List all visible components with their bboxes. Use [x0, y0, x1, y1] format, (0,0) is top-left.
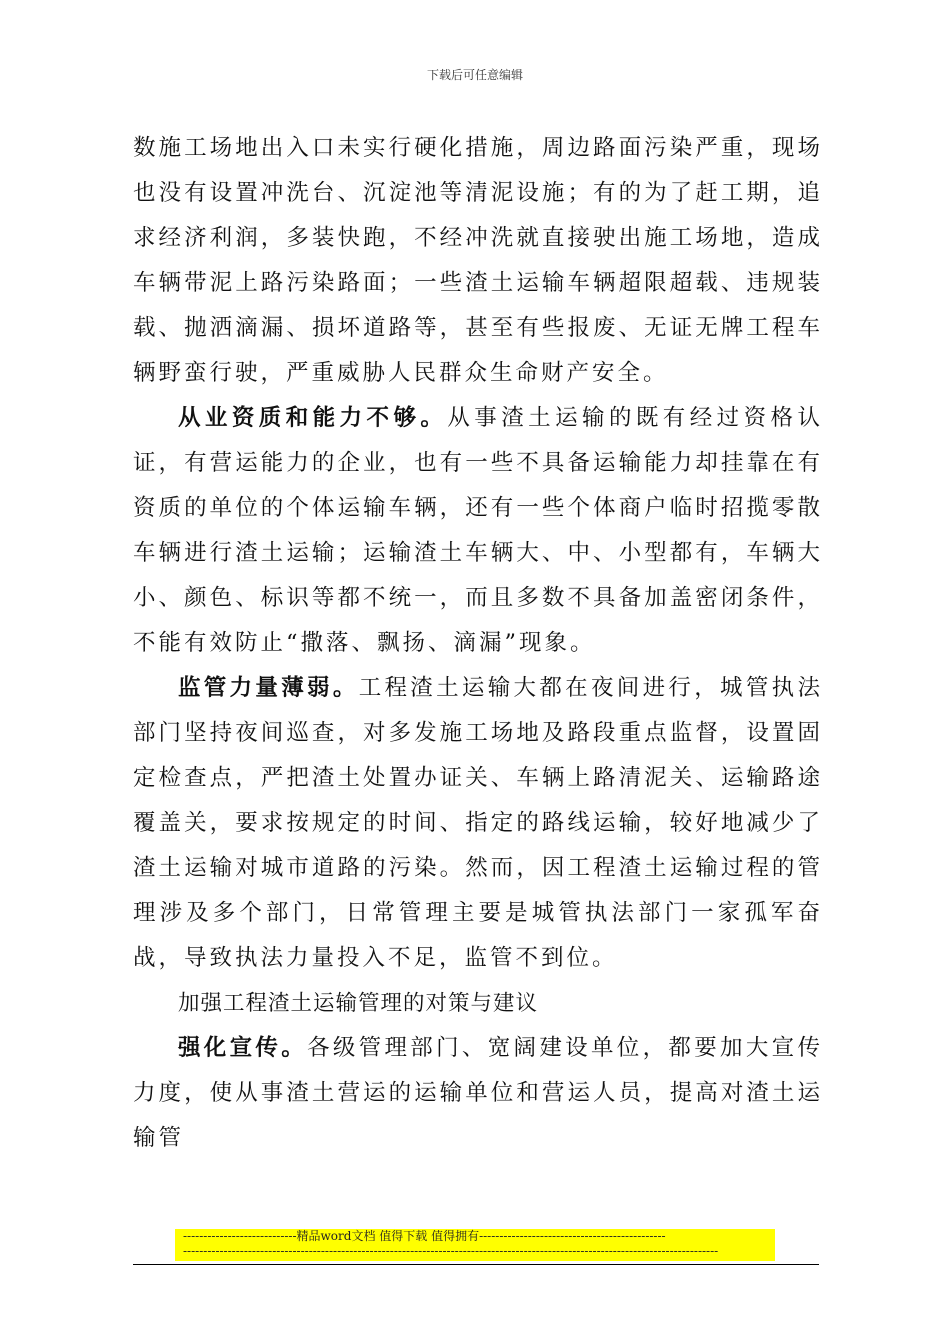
paragraph-lead: 监管力量薄弱。	[178, 675, 359, 701]
paragraph-supervision	[133, 666, 823, 981]
paragraph-qualification	[133, 396, 823, 666]
paragraph-lead: 强化宣传。	[178, 1035, 308, 1061]
paragraph-text: 从事渣土运输的既有经过资格认证，有营运能力的企业，也有一些不具备运输能力却挂靠在有资质的单位的个体运输车辆，还有一些个体商户临时招揽零散车辆进行渣土运输；运输渣土车辆大、中、小型都有，车辆大小、颜色、标识等都不统一，而且多数不具备加盖密闭条件，不能有效防止“撒落、飘扬、滴漏”现象。	[133, 405, 823, 656]
document-body	[133, 126, 823, 1161]
paragraph-lead: 从业资质和能力不够。	[178, 405, 448, 431]
footer-banner-line: ------------------------------------------------------------------------------------------------------------------------------------	[183, 1244, 719, 1258]
footer-banner-line: ----------------------------精品word文档 值得下载 值得拥有----------------------------------------------	[183, 1229, 666, 1243]
footer-divider	[133, 1264, 819, 1265]
page-header-note: 下载后可任意编辑	[426, 68, 523, 82]
paragraph-text: 数施工场地出入口未实行硬化措施，周边路面污染严重，现场也没有设置冲洗台、沉淀池等清泥设施；有的为了赶工期，追求经济利润，多装快跑，不经冲洗就直接驶出施工场地，造成车辆带泥上路污染路面；一些渣土运输车辆超限超载、违规装载、抛洒滴漏、损坏道路等，甚至有些报废、无证无牌工程车辆野蛮行驶，严重威胁人民群众生命财产安全。	[133, 135, 823, 386]
paragraph-continuation	[133, 126, 823, 396]
paragraph-text: 各级管理部门、宽阔建设单位，都要加大宣传力度，使从事渣土营运的运输单位和营运人员，提高对渣土运输管	[133, 1035, 823, 1151]
paragraph-text: 工程渣土运输大都在夜间进行，城管执法部门坚持夜间巡查，对多发施工场地及路段重点监督，设置固定检查点，严把渣土处置办证关、车辆上路清泥关、运输路途覆盖关，要求按规定的时间、指定的路线运输，较好地减少了渣土运输对城市道路的污染。然而，因工程渣土运输过程的管理涉及多个部门，日常管理主要是城管执法部门一家孤军奋战，导致执法力量投入不足，监管不到位。	[133, 675, 823, 971]
section-heading: 加强工程渣土运输管理的对策与建议	[178, 991, 539, 1016]
paragraph-publicity	[133, 1026, 823, 1161]
footer-banner	[175, 1229, 775, 1261]
